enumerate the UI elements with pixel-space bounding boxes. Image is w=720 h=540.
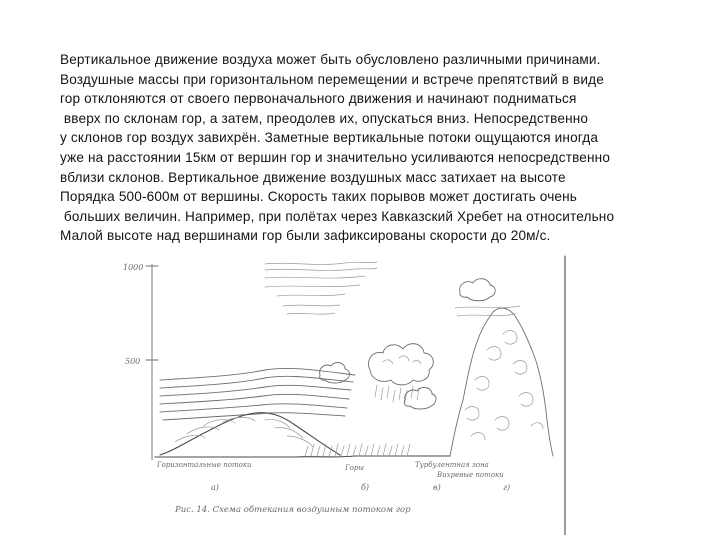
ground-line bbox=[155, 456, 450, 457]
axis-label-mid: 500 bbox=[125, 357, 141, 366]
flow-line bbox=[160, 404, 347, 412]
paragraph-line: гор отклоняются от своего первоначального движения и начинают подниматься bbox=[60, 91, 577, 107]
cloud-outline bbox=[368, 344, 433, 385]
swirl-curve bbox=[275, 428, 303, 438]
paragraph-line: вверх по склонам гор, а затем, преодолев их, опускаться вниз. Непосредственно bbox=[60, 110, 589, 126]
cloud-top-right bbox=[460, 279, 496, 301]
figure-caption: Рис. 14. Схема обтекания воздушным потоком гор bbox=[175, 505, 411, 515]
upper-flow-line bbox=[287, 313, 335, 314]
scene-label: Горы bbox=[345, 464, 365, 472]
rain-streaks bbox=[375, 385, 419, 402]
paragraph-line: Малой высоте над вершинами гор были зафиксированы скорости до 20м/с. bbox=[60, 228, 551, 244]
cloud-detail bbox=[383, 356, 421, 364]
swirl-curve bbox=[287, 436, 313, 447]
panel-marker: б) bbox=[361, 483, 370, 492]
cloud-small bbox=[404, 387, 436, 409]
axis-label-top: 1000 bbox=[123, 263, 144, 272]
turbulence-swirls bbox=[465, 331, 543, 440]
upper-flow-line bbox=[283, 305, 340, 306]
panel-marker: г) bbox=[503, 483, 511, 492]
paragraph-line: Воздушные массы при горизонтальном перемещении и встрече препятствий в виде bbox=[60, 71, 604, 87]
airflow-sketch-figure bbox=[115, 250, 575, 535]
paragraph-line: у склонов гор воздух завихрён. Заметные вертикальные потоки ощущаются иногда bbox=[60, 130, 599, 146]
flow-line bbox=[160, 368, 355, 380]
flow-line bbox=[160, 394, 349, 404]
upper-flow-line bbox=[265, 262, 377, 264]
ground-hatching bbox=[305, 444, 410, 456]
panel-marker: а) bbox=[211, 483, 219, 492]
airflow-sketch bbox=[115, 250, 575, 535]
upper-flow-line bbox=[265, 285, 360, 287]
paragraph-line: больших величин. Например, при полётах через Кавказский Хребет на относительно bbox=[60, 208, 615, 224]
paragraph-line: Вертикальное движение воздуха может быть обусловлено различными причинами. bbox=[60, 52, 601, 67]
upper-flow-line bbox=[277, 294, 345, 296]
turbulent-massif bbox=[450, 308, 553, 456]
flow-line bbox=[163, 413, 345, 420]
scene-label: Вихревые потоки bbox=[437, 471, 504, 479]
upper-flow-line bbox=[265, 276, 365, 278]
upper-flow-line bbox=[265, 268, 377, 270]
body-paragraph bbox=[60, 50, 700, 246]
swirl-curve bbox=[265, 419, 290, 428]
paragraph-line: Порядка 500-600м от вершины. Скорость таких порывов может достигать очень bbox=[60, 189, 578, 205]
flow-line bbox=[160, 385, 351, 396]
scene-label: Турбулентная зона bbox=[415, 461, 489, 469]
paragraph-line: вблизи склонов. Вертикальное движение воздушных масс затихает на высоте bbox=[60, 169, 566, 185]
paragraph-line: уже на расстоянии 15км от вершин гор и значительно усиливаются непосредственно bbox=[60, 149, 611, 165]
scene-label: Горизонтальные потоки bbox=[157, 461, 252, 469]
panel-marker: в) bbox=[433, 483, 441, 492]
